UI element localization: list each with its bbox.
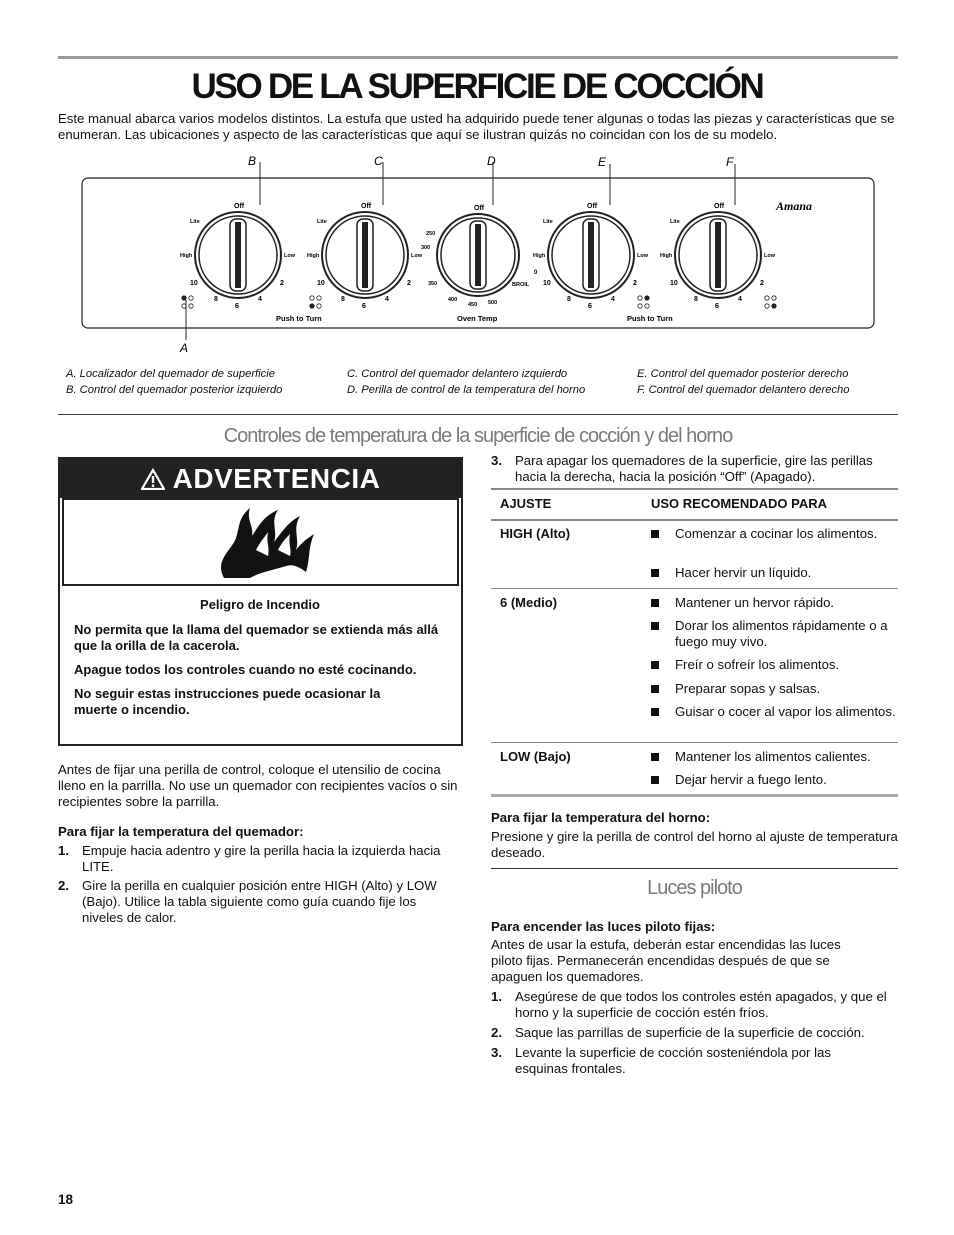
pilot-step-2: 2. Saque las parrillas de superficie de la superficie de cocción. xyxy=(491,1025,865,1040)
flame-icon xyxy=(64,500,457,584)
legend-col-3: E. Control del quemador posterior derecho F. Control del quemador delantero derecho xyxy=(637,368,850,396)
svg-text:8: 8 xyxy=(341,296,345,303)
table-header-use: USO RECOMENDADO PARA xyxy=(651,496,827,511)
warning-box xyxy=(58,457,463,746)
burner-step-1: 1. Empuje hacia adentro y gire la perilla hacia la izquierda hacia LITE. xyxy=(58,843,441,874)
svg-text:Lite: Lite xyxy=(543,219,553,225)
burner-temp-subhead: Para fijar la temperatura del quemador: xyxy=(58,824,304,839)
svg-text:2: 2 xyxy=(633,280,637,287)
svg-text:400: 400 xyxy=(448,297,458,303)
svg-text:8: 8 xyxy=(694,296,698,303)
burner-step-3: 3. Para apagar los quemadores de la superficie, gire las perillas hacia la derecha, hacia la posición “Off” (Apagado). xyxy=(491,453,873,484)
table-row-low: LOW (Bajo) xyxy=(500,749,571,764)
svg-text:Off: Off xyxy=(714,203,725,210)
svg-text:6: 6 xyxy=(588,303,592,310)
svg-text:High: High xyxy=(307,253,320,259)
svg-text:8: 8 xyxy=(214,296,218,303)
svg-text:Off: Off xyxy=(234,203,245,210)
svg-text:Low: Low xyxy=(411,253,422,259)
warning-caption: Peligro de Incendio xyxy=(200,597,320,612)
svg-text:Lite: Lite xyxy=(670,219,680,225)
section-rule xyxy=(58,414,898,415)
letter-e: E xyxy=(598,155,607,169)
pilot-step-1: 1. Asegúrese de que todos los controles estén apagados, y que el horno y la superficie de cocción estén fríos. xyxy=(491,989,887,1020)
svg-text:300: 300 xyxy=(421,245,431,251)
svg-text:High: High xyxy=(533,253,546,259)
table-header-setting: AJUSTE xyxy=(500,496,552,511)
svg-text:Off: Off xyxy=(361,203,372,210)
pilot-step-3: 3. Levante la superficie de cocción sosteniéndola por las esquinas frontales. xyxy=(491,1045,831,1076)
warning-label: ADVERTENCIA xyxy=(172,462,381,494)
table-bottom-rule xyxy=(491,794,898,797)
svg-text:10: 10 xyxy=(190,280,198,287)
svg-text:450: 450 xyxy=(468,302,478,308)
section-heading: Controles de temperatura de la superficie de cocción y del horno xyxy=(223,425,733,447)
luces-rule xyxy=(491,868,898,869)
svg-text:BROIL: BROIL xyxy=(512,282,530,288)
oven-temp-text: Presione y gire la perilla de control del horno al ajuste de temperatura deseado. xyxy=(491,829,898,860)
svg-text:Low: Low xyxy=(637,253,648,259)
letter-b: B xyxy=(248,154,257,168)
fire-hazard-image xyxy=(62,498,459,586)
svg-text:6: 6 xyxy=(362,303,366,310)
oven-temp-subhead: Para fijar la temperatura del horno: xyxy=(491,810,711,825)
table-row-medium: 6 (Medio) xyxy=(500,595,558,610)
svg-text:500: 500 xyxy=(488,300,498,306)
svg-text:Lite: Lite xyxy=(190,219,200,225)
letter-d: D xyxy=(487,154,496,168)
top-rule xyxy=(58,56,898,59)
letter-a: A xyxy=(180,341,189,355)
svg-text:Low: Low xyxy=(284,253,295,259)
svg-text:2: 2 xyxy=(407,280,411,287)
table-header-rule xyxy=(491,519,898,521)
svg-text:2: 2 xyxy=(760,280,764,287)
pilot-text: Antes de usar la estufa, deberán estar encendidas las luces piloto fijas. Permanecerán encendidas después de que se apaguen los quemadores. xyxy=(491,937,841,984)
legend-col-1: A. Localizador del quemador de superficie B. Control del quemador posterior izquierdo xyxy=(66,368,283,396)
svg-text:High: High xyxy=(660,253,673,259)
push-to-turn-right: Push to Turn xyxy=(627,314,673,323)
legend-col-2: C. Control del quemador delantero izquierdo D. Perilla de control de la temperatura del horno xyxy=(347,368,586,396)
svg-text:Low: Low xyxy=(764,253,775,259)
svg-text:350: 350 xyxy=(428,281,438,287)
warning-text xyxy=(74,597,446,726)
svg-text:High: High xyxy=(180,253,193,259)
svg-text:6: 6 xyxy=(235,303,239,310)
letter-f: F xyxy=(726,155,734,169)
brand-logo: Amana xyxy=(776,199,813,213)
push-to-turn-left: Push to Turn xyxy=(276,314,322,323)
control-panel-illustration xyxy=(80,150,880,360)
svg-text:10: 10 xyxy=(317,280,325,287)
svg-text:Off: Off xyxy=(474,205,485,212)
table-row-high: HIGH (Alto) xyxy=(500,526,571,541)
warning-line-3: No seguir estas instrucciones puede ocasionar la muerte o incendio. xyxy=(74,686,381,717)
svg-text:4: 4 xyxy=(385,296,389,303)
table-row-rule-2 xyxy=(491,742,898,743)
svg-text:4: 4 xyxy=(258,296,262,303)
oven-temp-label: Oven Temp xyxy=(457,314,498,323)
svg-text:10: 10 xyxy=(543,280,551,287)
svg-text:2: 2 xyxy=(280,280,284,287)
svg-text:Lite: Lite xyxy=(317,219,327,225)
intro-paragraph: Este manual abarca varios modelos distintos. La estufa que usted ha adquirido puede tener algunas o todas las piezas y características que se enumeran. Las ubicaciones y aspecto de las características que aquí se ilustran quizás no coincidan con los de su modelo. xyxy=(58,111,895,142)
svg-text:10: 10 xyxy=(670,280,678,287)
warning-line-1: No permita que la llama del quemador se extienda más allá que la orilla de la cacerola. xyxy=(74,622,439,653)
svg-text:4: 4 xyxy=(611,296,615,303)
burner-step-2: 2. Gire la perilla en cualquier posición entre HIGH (Alto) y LOW (Bajo). Utilice la tabla siguiente como guía cuando fije los niveles de calor. xyxy=(58,878,437,925)
table-top-rule xyxy=(491,488,898,490)
warning-header xyxy=(60,459,461,498)
warning-triangle-icon xyxy=(141,468,165,490)
table-row-rule-1 xyxy=(491,588,898,589)
page-title: USO DE LA SUPERFICIE DE COCCIÓN xyxy=(191,67,763,106)
page-number: 18 xyxy=(58,1192,74,1207)
pilot-subhead: Para encender las luces piloto fijas: xyxy=(491,919,716,934)
svg-text:0: 0 xyxy=(534,270,538,276)
warning-line-2: Apague todos los controles cuando no esté cocinando. xyxy=(74,662,417,677)
letter-c: C xyxy=(374,154,383,168)
svg-text:6: 6 xyxy=(715,303,719,310)
left-paragraph: Antes de fijar una perilla de control, coloque el utensilio de cocina lleno en la parrilla. No use un quemador con recipientes vacíos o sin recipientes sobre la parrilla. xyxy=(58,762,458,809)
svg-text:250: 250 xyxy=(426,231,436,237)
svg-text:8: 8 xyxy=(567,296,571,303)
luces-piloto-heading: Luces piloto xyxy=(647,877,742,899)
svg-text:Off: Off xyxy=(587,203,598,210)
svg-text:4: 4 xyxy=(738,296,742,303)
